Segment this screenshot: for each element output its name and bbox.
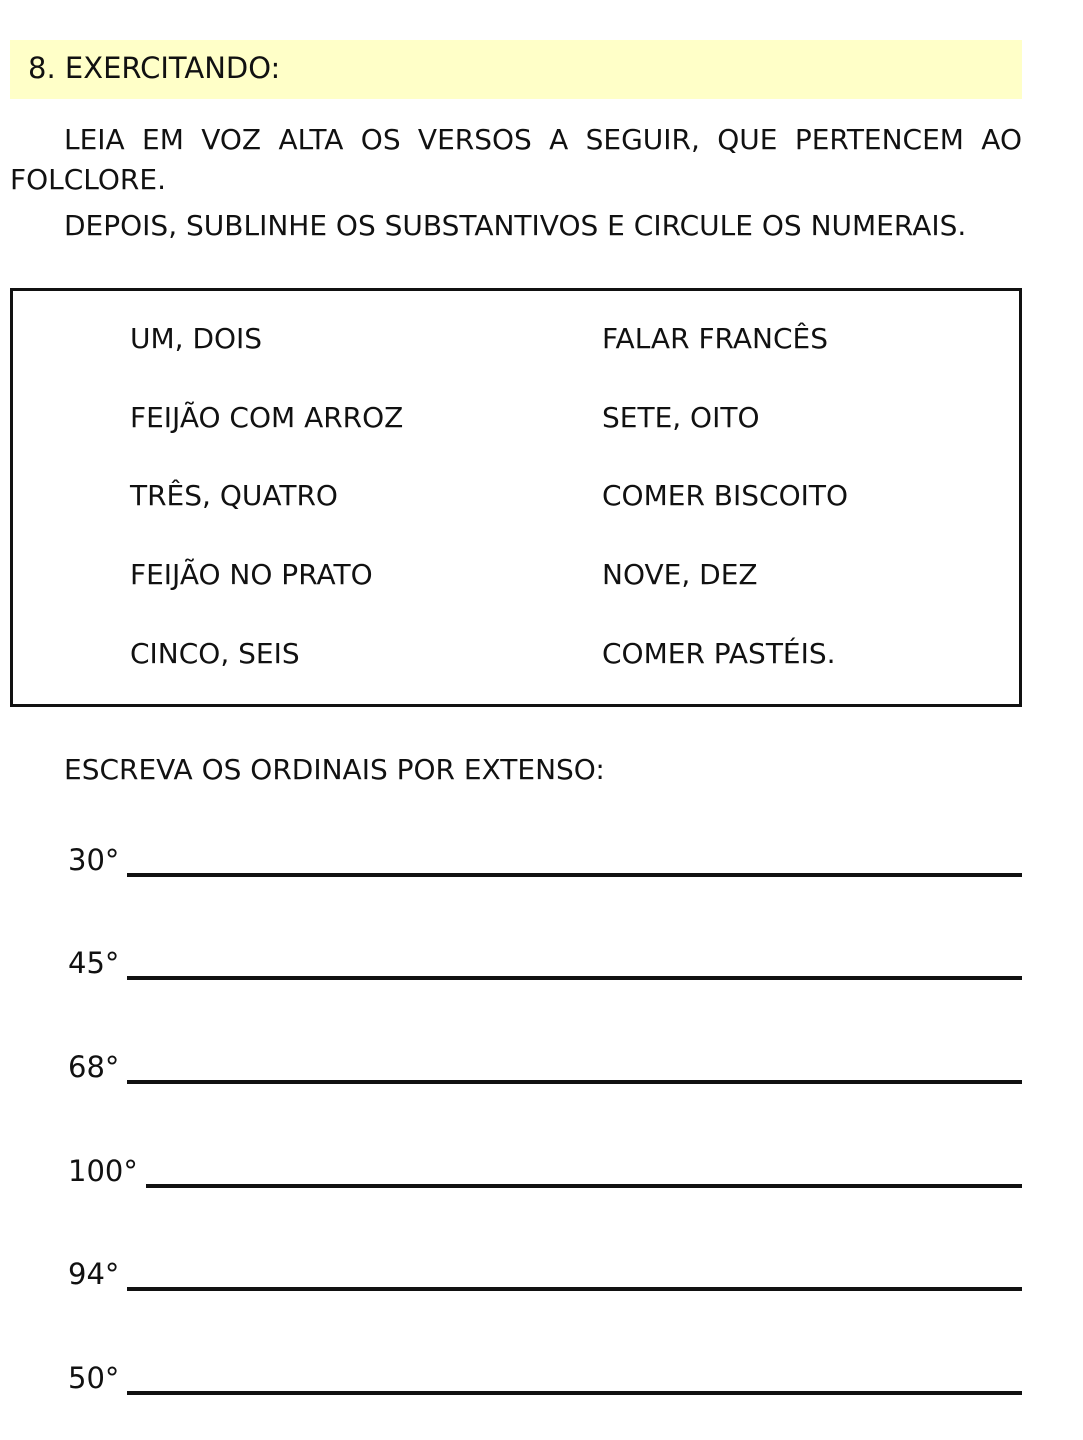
exercise-title: 8. EXERCITANDO:	[28, 51, 281, 85]
ordinal-label: 94°	[68, 1257, 120, 1291]
verse-right-2[interactable]: SETE, OITO	[602, 401, 760, 434]
verse-right-1[interactable]: FALAR FRANCÊS	[602, 322, 828, 355]
ordinals-heading: ESCREVA OS ORDINAIS POR EXTENSO:	[64, 753, 605, 786]
verse-left-1[interactable]: UM, DOIS	[130, 322, 263, 355]
answer-line[interactable]	[127, 1287, 1022, 1291]
answer-line[interactable]	[127, 976, 1022, 980]
verse-right-3[interactable]: COMER BISCOITO	[602, 479, 849, 512]
instruction-underline-circle: DEPOIS, SUBLINHE OS SUBSTANTIVOS E CIRCULE OS NUMERAIS.	[64, 209, 967, 242]
ordinal-label: 50°	[68, 1361, 120, 1395]
answer-line[interactable]	[127, 1080, 1022, 1084]
ordinal-row-5	[68, 1252, 1022, 1292]
ordinal-label: 68°	[68, 1050, 120, 1084]
verse-right-4[interactable]: NOVE, DEZ	[602, 558, 758, 591]
ordinal-row-3	[68, 1045, 1022, 1085]
verse-right-5[interactable]: COMER PASTÉIS.	[602, 637, 836, 670]
instruction-read-aloud: LEIA EM VOZ ALTA OS VERSOS A SEGUIR, QUE PERTENCEM AO FOLCLORE.	[10, 123, 1022, 196]
verses-box	[10, 288, 1022, 707]
ordinal-label: 45°	[68, 946, 120, 980]
ordinal-row-6	[68, 1356, 1022, 1396]
answer-line[interactable]	[146, 1184, 1022, 1188]
verse-left-3[interactable]: TRÊS, QUATRO	[130, 479, 338, 512]
verse-left-2[interactable]: FEIJÃO COM ARROZ	[130, 401, 404, 434]
ordinal-row-2	[68, 941, 1022, 981]
ordinal-row-4	[68, 1149, 1022, 1189]
verse-left-4[interactable]: FEIJÃO NO PRATO	[130, 558, 373, 591]
answer-line[interactable]	[127, 873, 1022, 877]
ordinal-row-1	[68, 838, 1022, 878]
ordinal-label: 30°	[68, 843, 120, 877]
answer-line[interactable]	[127, 1391, 1022, 1395]
verse-left-5[interactable]: CINCO, SEIS	[130, 637, 300, 670]
ordinal-label: 100°	[68, 1154, 138, 1188]
instructions	[10, 120, 1022, 246]
